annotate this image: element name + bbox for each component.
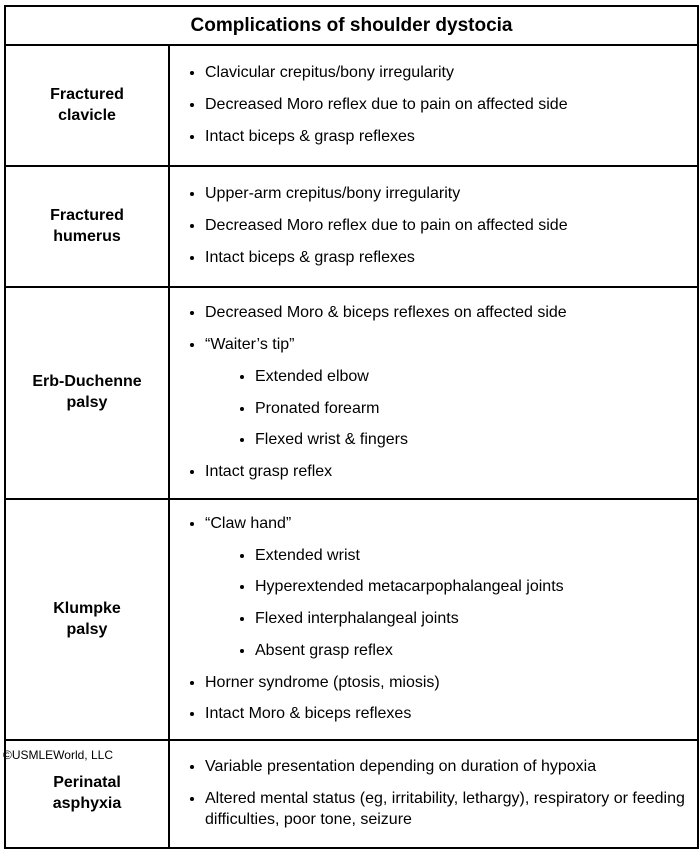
sub-bullet-item: • Pronated forearm [255, 399, 687, 420]
table-row-klumpke-palsy [5, 499, 698, 740]
row-label-line: Klumpke [53, 599, 121, 617]
row-label-line: asphyxia [52, 795, 122, 812]
sub-bullet-item: • Extended wrist [255, 546, 687, 567]
sub-bullet-item: • Flexed interphalangeal joints [255, 609, 687, 630]
table-title: Complications of shoulder dystocia [5, 6, 698, 45]
bullet-list [170, 514, 687, 726]
row-label-fractured-humerus [5, 166, 169, 287]
bullet-item: • Intact grasp reflex [205, 462, 687, 483]
row-label-line: palsy [66, 394, 108, 411]
row-label-fractured-clavicle [5, 45, 169, 166]
row-content-erb-duchenne-palsy [169, 287, 698, 499]
bullet-list [170, 303, 687, 483]
row-label-line: clavicle [58, 106, 116, 124]
sub-bullet-item: • Absent grasp reflex [255, 641, 687, 662]
bullet-list [170, 184, 687, 268]
sub-bullet-item: • Flexed wrist & fingers [255, 430, 687, 451]
bullet-item: • Decreased Moro & biceps reflexes on affected side [205, 303, 687, 324]
row-label-klumpke-palsy [5, 499, 169, 740]
row-label-line: Fractured [50, 206, 124, 224]
bullet-item-with-sublist [205, 335, 687, 451]
complications-table-wrapper [4, 5, 699, 849]
row-label-line: Fractured [50, 85, 124, 103]
row-content-fractured-clavicle [169, 45, 698, 166]
bullet-item: • Horner syndrome (ptosis, miosis) [205, 673, 687, 694]
title-row [5, 6, 698, 45]
copyright-notice: ©USMLEWorld, LLC [3, 748, 113, 762]
bullet-item: • Intact Moro & biceps reflexes [205, 704, 687, 725]
bullet-item: • Intact biceps & grasp reflexes [205, 127, 687, 148]
bullet-item: • Decreased Moro reflex due to pain on affected side [205, 216, 687, 237]
row-label-line: humerus [53, 227, 121, 245]
row-label-line: Perinatal [53, 774, 121, 792]
complications-table [4, 5, 699, 849]
table-row-fractured-clavicle [5, 45, 698, 166]
row-label-line: Erb-Duchenne [32, 373, 142, 391]
row-content-perinatal-asphyxia [169, 740, 698, 848]
bullet-item: • Decreased Moro reflex due to pain on affected side [205, 95, 687, 116]
bullet-item-text: “Claw hand” [205, 514, 292, 532]
sub-bullet-list [205, 367, 687, 451]
bullet-item: • Altered mental status (eg, irritability, lethargy), respiratory or feeding difficulties, poor tone, seizure [205, 789, 687, 831]
sub-bullet-item: • Extended elbow [255, 367, 687, 388]
bullet-item-with-sublist [205, 514, 687, 662]
bullet-list [170, 63, 687, 147]
bullet-item: • Clavicular crepitus/bony irregularity [205, 63, 687, 84]
row-content-klumpke-palsy [169, 499, 698, 740]
table-row-fractured-humerus [5, 166, 698, 287]
bullet-item-text: “Waiter’s tip” [205, 335, 295, 353]
sub-bullet-item: • Hyperextended metacarpophalangeal joints [255, 577, 687, 598]
sub-bullet-list [205, 546, 687, 662]
row-label-line: palsy [66, 620, 108, 638]
bullet-item: • Intact biceps & grasp reflexes [205, 248, 687, 269]
bullet-list [170, 757, 687, 830]
row-content-fractured-humerus [169, 166, 698, 287]
table-row-erb-duchenne-palsy [5, 287, 698, 499]
row-label-erb-duchenne-palsy [5, 287, 169, 499]
bullet-item: • Variable presentation depending on duration of hypoxia [205, 757, 687, 778]
bullet-item: • Upper-arm crepitus/bony irregularity [205, 184, 687, 205]
